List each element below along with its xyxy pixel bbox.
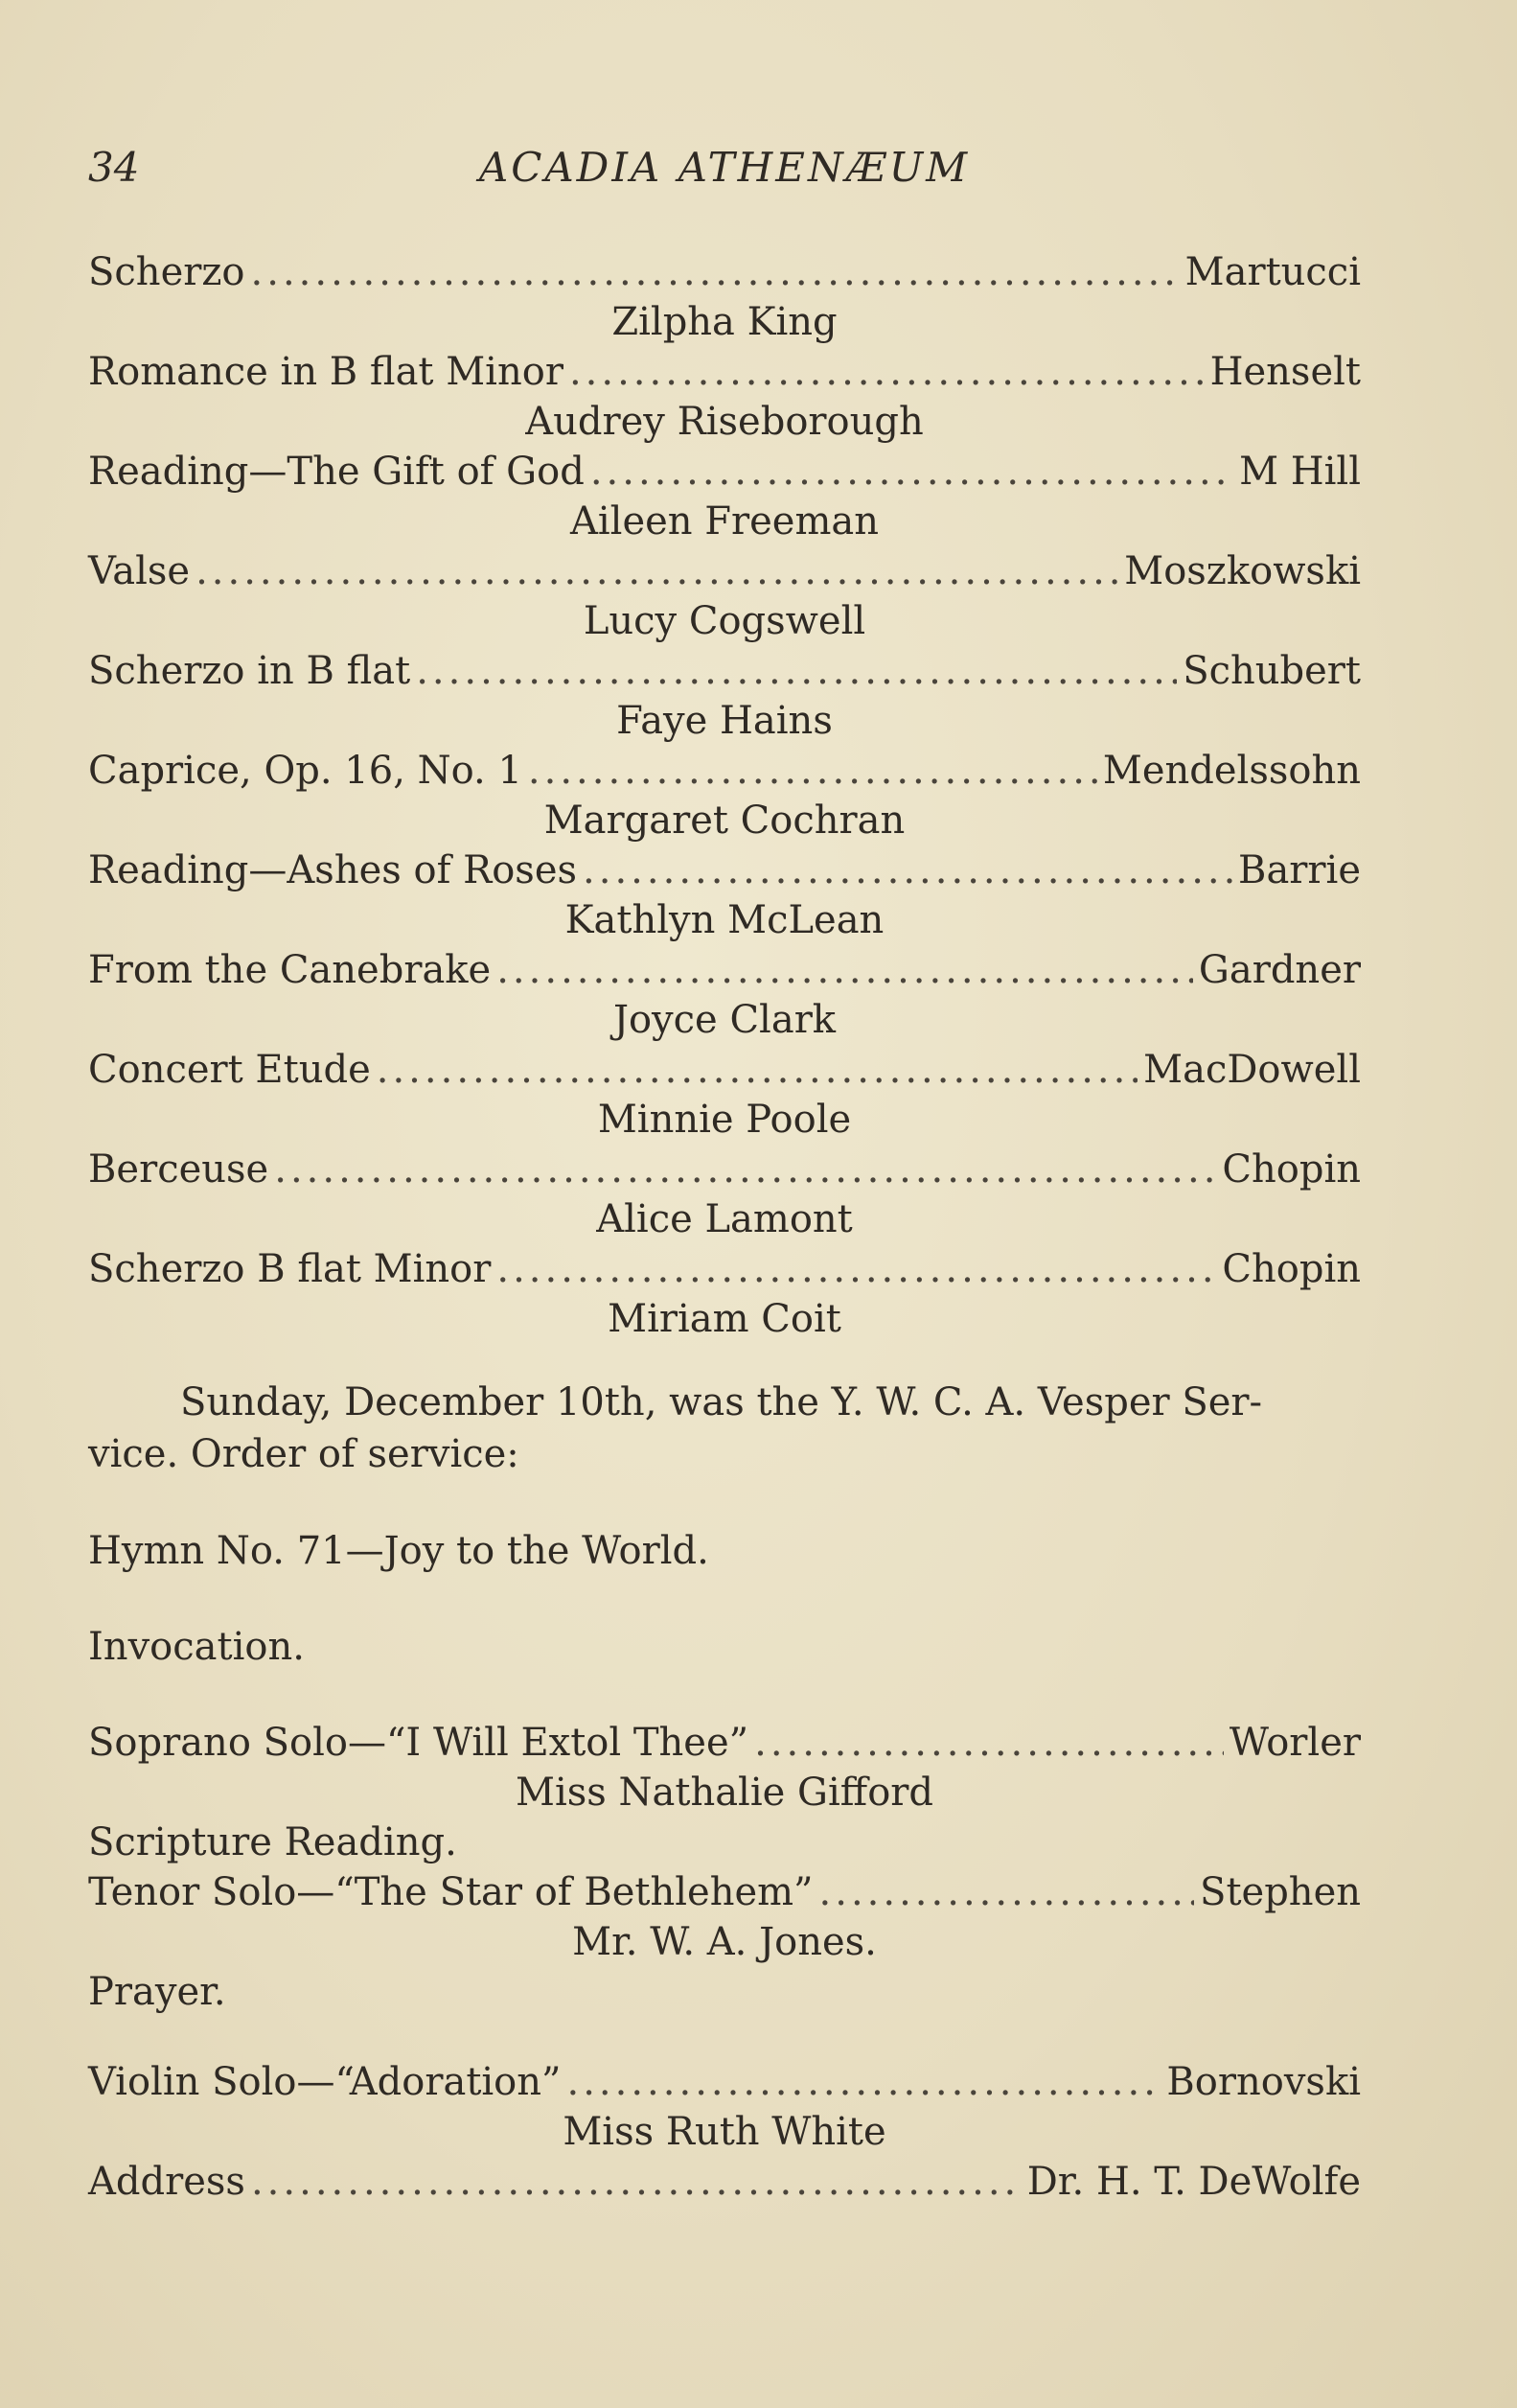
performer: Kathlyn McLean bbox=[564, 898, 885, 942]
piece-title: Caprice, Op. 16, No. 1 bbox=[88, 749, 522, 793]
composer: Barrie bbox=[1238, 848, 1361, 892]
piece-title: From the Canebrake bbox=[88, 948, 492, 992]
service-entry bbox=[88, 2157, 1361, 2207]
program-entry bbox=[88, 546, 1361, 596]
service-entry bbox=[88, 1867, 1361, 1917]
performer: Alice Lamont bbox=[596, 1197, 853, 1241]
vesper-paragraph bbox=[88, 1377, 1361, 1480]
piece-title: Reading—Ashes of Roses bbox=[88, 848, 578, 892]
invocation-line: Invocation. bbox=[88, 1625, 305, 1669]
piece-title: Romance in B flat Minor bbox=[88, 350, 563, 394]
performer: Miriam Coit bbox=[608, 1297, 841, 1341]
performer: Mr. W. A. Jones. bbox=[572, 1920, 877, 1964]
dot-leader bbox=[496, 1244, 1216, 1294]
performer: Margaret Cochran bbox=[543, 799, 906, 843]
service-entry bbox=[88, 2057, 1361, 2107]
performer: Faye Hains bbox=[616, 699, 833, 743]
dot-leader bbox=[416, 646, 1177, 696]
paragraph-line: vice. Order of service: bbox=[88, 1432, 519, 1476]
dot-leader bbox=[528, 746, 1097, 796]
dot-leader bbox=[496, 945, 1193, 995]
program-entry bbox=[88, 347, 1361, 397]
piece-title: Scherzo bbox=[88, 250, 245, 294]
program-entry bbox=[88, 447, 1361, 497]
composer: Worler bbox=[1229, 1721, 1361, 1765]
program-entry bbox=[88, 1244, 1361, 1294]
program-entry bbox=[88, 845, 1361, 895]
composer: M Hill bbox=[1239, 450, 1361, 494]
performer: Miss Ruth White bbox=[563, 2110, 886, 2154]
page-content bbox=[88, 247, 1361, 2207]
dot-leader bbox=[569, 347, 1205, 397]
piece-title: Soprano Solo—“I Will Extol Thee” bbox=[88, 1721, 749, 1765]
composer: Chopin bbox=[1222, 1147, 1361, 1192]
performer: Zilpha King bbox=[611, 300, 838, 344]
page-header bbox=[88, 144, 1361, 201]
composer: Schubert bbox=[1183, 649, 1361, 693]
program-entry bbox=[88, 1045, 1361, 1095]
dot-leader bbox=[583, 845, 1232, 895]
dot-leader bbox=[251, 247, 1180, 297]
recital-program bbox=[88, 247, 1361, 1344]
page-number: 34 bbox=[88, 144, 140, 191]
piece-title: Berceuse bbox=[88, 1147, 269, 1192]
program-entry bbox=[88, 945, 1361, 995]
program-entry bbox=[88, 646, 1361, 696]
dot-leader bbox=[590, 447, 1233, 497]
composer: Mendelssohn bbox=[1102, 749, 1361, 793]
spacer bbox=[88, 1480, 1361, 1526]
program-entry bbox=[88, 1145, 1361, 1194]
speaker: Dr. H. T. DeWolfe bbox=[1026, 2160, 1361, 2204]
running-title: ACADIA ATHENÆUM bbox=[478, 144, 971, 191]
hymn-line: Hymn No. 71—Joy to the World. bbox=[88, 1529, 709, 1573]
piece-title: Reading—The Gift of God bbox=[88, 450, 585, 494]
service-entry bbox=[88, 1718, 1361, 1768]
piece-title: Tenor Solo—“The Star of Bethlehem” bbox=[88, 1870, 814, 1914]
spacer bbox=[88, 2017, 1361, 2057]
composer: Bornovski bbox=[1166, 2060, 1361, 2104]
dot-leader bbox=[754, 1718, 1224, 1768]
dot-leader bbox=[819, 1867, 1195, 1917]
performer: Miss Nathalie Gifford bbox=[516, 1771, 933, 1815]
piece-title: Valse bbox=[88, 549, 191, 593]
composer: Moszkowski bbox=[1124, 549, 1361, 593]
performer: Joyce Clark bbox=[612, 998, 837, 1042]
program-entry bbox=[88, 247, 1361, 297]
performer: Aileen Freeman bbox=[569, 499, 880, 544]
piece-title: Address bbox=[88, 2160, 245, 2204]
piece-title: Scherzo B flat Minor bbox=[88, 1247, 492, 1291]
piece-title: Concert Etude bbox=[88, 1048, 371, 1092]
dot-leader bbox=[195, 546, 1118, 596]
composer: Henselt bbox=[1209, 350, 1361, 394]
dot-leader bbox=[377, 1045, 1138, 1095]
spacer bbox=[88, 1672, 1361, 1718]
composer: Martucci bbox=[1184, 250, 1361, 294]
prayer-line: Prayer. bbox=[88, 1970, 226, 2014]
piece-title: Violin Solo—“Adoration” bbox=[88, 2060, 562, 2104]
dot-leader bbox=[274, 1145, 1216, 1194]
composer: MacDowell bbox=[1143, 1048, 1361, 1092]
performer: Lucy Cogswell bbox=[583, 599, 866, 643]
dot-leader bbox=[251, 2157, 1022, 2207]
composer: Chopin bbox=[1222, 1247, 1361, 1291]
performer: Audrey Riseborough bbox=[525, 400, 924, 444]
scripture-line: Scripture Reading. bbox=[88, 1820, 457, 1864]
performer: Minnie Poole bbox=[597, 1098, 852, 1142]
composer: Gardner bbox=[1198, 948, 1361, 992]
piece-title: Scherzo in B flat bbox=[88, 649, 411, 693]
spacer bbox=[88, 1576, 1361, 1622]
composer: Stephen bbox=[1200, 1870, 1361, 1914]
paragraph-line: Sunday, December 10th, was the Y. W. C. A. Vesper Ser- bbox=[180, 1380, 1263, 1424]
dot-leader bbox=[566, 2057, 1161, 2107]
program-entry bbox=[88, 746, 1361, 796]
